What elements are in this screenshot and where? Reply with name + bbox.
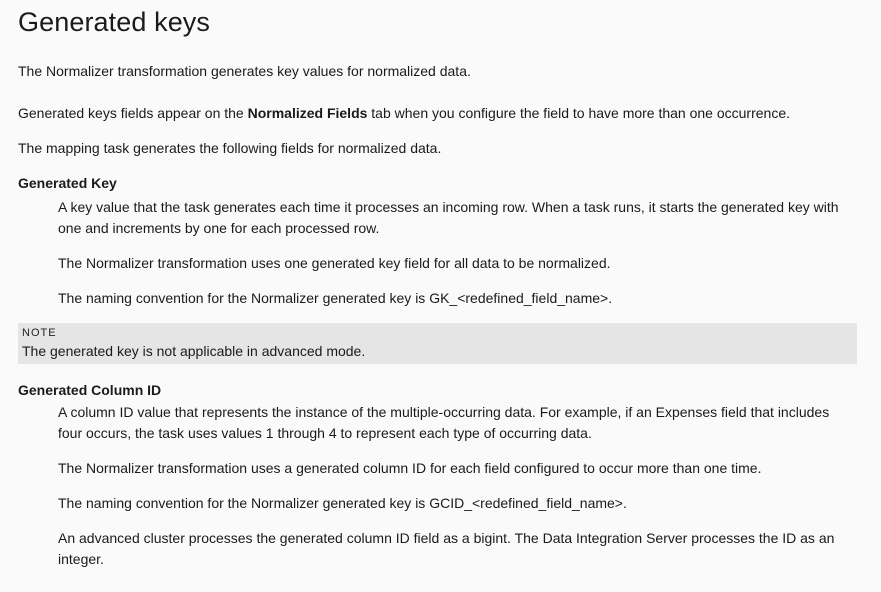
generated-key-paragraph: The Normalizer transformation uses one generated key field for all data to be normalized. bbox=[58, 255, 611, 271]
generated-column-id-definition bbox=[58, 402, 863, 570]
generated-key-paragraph: A key value that the task generates each time it processes an incoming row. When a task runs, it starts the generated key with one and increments by one for each processed row. bbox=[58, 199, 839, 236]
normalized-fields-tab-name: Normalized Fields bbox=[247, 105, 368, 121]
mapping-paragraph: The mapping task generates the following fields for normalized data. bbox=[18, 140, 442, 156]
generated-fields-text-after: tab when you configure the field to have more than one occurrence. bbox=[367, 105, 791, 121]
generated-column-id-paragraph: The naming convention for the Normalizer generated key is GCID_<redefined_field_name>. bbox=[58, 495, 627, 511]
generated-column-id-paragraph: An advanced cluster processes the generated column ID field as a bigint. The Data Integration Server processes the ID as an integer. bbox=[58, 530, 835, 567]
generated-column-id-paragraph: The Normalizer transformation uses a generated column ID for each field configured to occur more than one time. bbox=[58, 460, 762, 476]
note-label: NOTE bbox=[22, 327, 57, 339]
generated-key-paragraph: The naming convention for the Normalizer generated key is GK_<redefined_field_name>. bbox=[58, 290, 613, 306]
page-title: Generated keys bbox=[18, 7, 211, 37]
generated-key-term: Generated Key bbox=[18, 175, 117, 191]
generated-column-id-paragraph: A column ID value that represents the instance of the multiple-occurring data. For example, if an Expenses field that includes four occurs, the task uses values 1 through 4 to represent each type of occurring data. bbox=[58, 404, 830, 441]
note-text: The generated key is not applicable in advanced mode. bbox=[22, 343, 366, 359]
note-box bbox=[18, 323, 857, 364]
generated-fields-paragraph bbox=[18, 103, 863, 124]
generated-column-id-term: Generated Column ID bbox=[18, 382, 162, 398]
generated-key-definition bbox=[58, 197, 863, 309]
generated-fields-text-before: Generated keys fields appear on the bbox=[18, 105, 248, 121]
intro-paragraph: The Normalizer transformation generates key values for normalized data. bbox=[18, 63, 471, 79]
